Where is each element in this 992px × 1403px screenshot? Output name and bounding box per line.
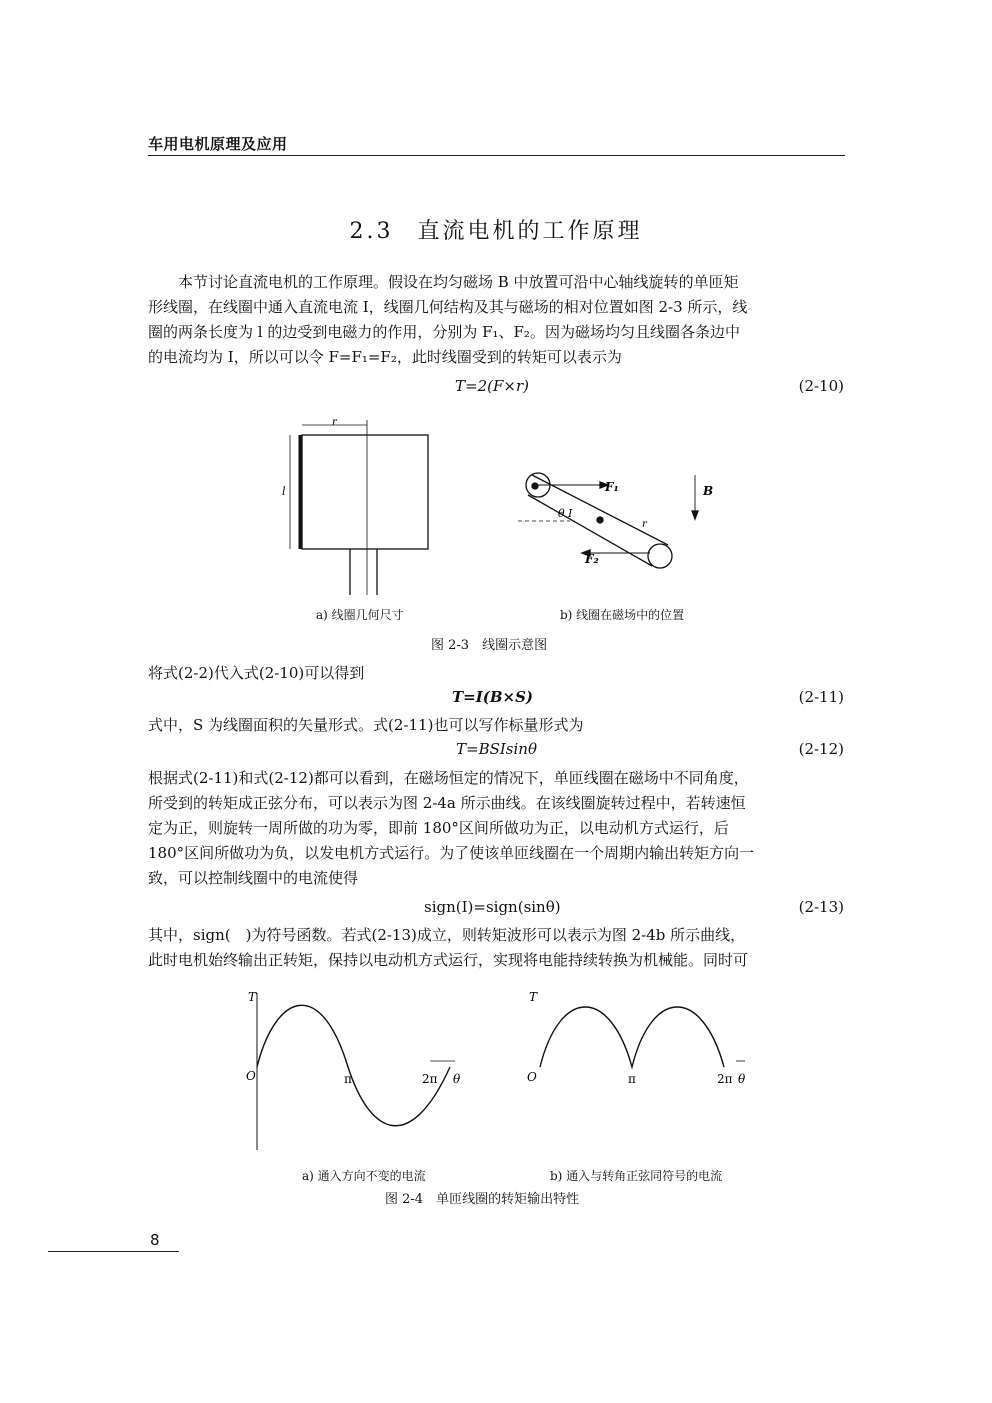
figure-2-3b-label: b) 线圈在磁场中的位置 bbox=[560, 608, 685, 622]
equation-2-13-number: (2-13) bbox=[798, 898, 844, 916]
page-number: 8 bbox=[150, 1231, 160, 1249]
radius-label-a: r bbox=[332, 417, 337, 428]
para2-line5: 致，可以控制线圈中的电流使得 bbox=[148, 869, 359, 887]
para1-line2: 形线圈，在线圈中通入直流电流 I，线圈几何结构及其与磁场的相对位置如图 2-3 所示，线 bbox=[148, 298, 748, 316]
para2-line1: 根据式(2-11)和式(2-12)都可以看到，在磁场恒定的情况下，单匝线圈在磁场中不同角度， bbox=[148, 769, 749, 787]
figure-2-4b-label: b) 通入与转角正弦同符号的电流 bbox=[550, 1169, 723, 1183]
torque-curve-sine bbox=[257, 1005, 450, 1125]
axis-T-label-a: T bbox=[248, 990, 257, 1004]
origin-label-b: O bbox=[527, 1070, 537, 1084]
para2-line3: 定为正，则旋转一周所做的功为零，即前 180°区间所做功为正，以电动机方式运行，后 bbox=[148, 819, 729, 837]
tick-2pi-b: 2π bbox=[717, 1072, 733, 1086]
para1-line4: 的电流均为 I，所以可以令 F=F₁=F₂，此时线圈受到的转矩可以表示为 bbox=[148, 348, 622, 366]
running-header: 车用电机原理及应用 bbox=[148, 135, 288, 153]
equation-2-10: T=2(F×r) bbox=[455, 377, 529, 395]
axis-theta-label-b: θ bbox=[738, 1072, 746, 1086]
equation-2-11: T=I(B×S) bbox=[452, 688, 534, 706]
para1-line3: 圈的两条长度为 l 的边受到电磁力的作用，分别为 F₁、F₂。因为磁场均匀且线圈各条边中 bbox=[148, 323, 740, 341]
equation-2-13: sign(I)=sign(sinθ) bbox=[424, 898, 561, 916]
para3-line1: 其中，sign( )为符号函数。若式(2-13)成立，则转矩波形可以表示为图 2-4b 所示曲线， bbox=[148, 926, 746, 944]
equation-2-12-number: (2-12) bbox=[798, 740, 844, 758]
para2-line2: 所受到的转矩成正弦分布，可以表示为图 2-4a 所示曲线。在该线圈旋转过程中，若转速恒 bbox=[148, 794, 746, 812]
para2-line4: 180°区间所做功为负，以发电机方式运行。为了使该单匝线圈在一个周期内输出转矩方向一 bbox=[148, 844, 755, 862]
angle-theta-label: θ bbox=[558, 507, 565, 520]
text-after-eq11: 式中，S 为线圈面积的矢量形式。式(2-11)也可以写作标量形式为 bbox=[148, 716, 584, 734]
figure-2-3-drawing bbox=[270, 415, 730, 615]
figure-2-4a-label: a) 通入方向不变的电流 bbox=[302, 1169, 426, 1183]
torque-curve-rectified bbox=[540, 1007, 724, 1067]
length-label: l bbox=[282, 485, 286, 498]
axis-T-label-b: T bbox=[529, 990, 538, 1004]
header-rule bbox=[148, 155, 845, 156]
text-after-fig23: 将式(2-2)代入式(2-10)可以得到 bbox=[148, 664, 365, 682]
figure-2-4-caption: 图 2-4 单匝线圈的转矩输出特性 bbox=[385, 1192, 580, 1207]
para3-line2: 此时电机始终输出正转矩，保持以电动机方式运行，实现将电能持续转换为机械能。同时可 bbox=[148, 951, 749, 969]
force-F1-label: F₁ bbox=[605, 480, 619, 494]
section-heading bbox=[0, 214, 992, 245]
tick-pi-b: π bbox=[628, 1072, 636, 1086]
origin-label-a: O bbox=[246, 1069, 256, 1083]
radius-label-b: r bbox=[642, 519, 647, 530]
coil-geometry-diagram bbox=[290, 420, 428, 595]
figure-2-3a-label: a) 线圈几何尺寸 bbox=[316, 608, 404, 622]
figure-2-3-caption: 图 2-3 线圈示意图 bbox=[431, 638, 548, 653]
tick-pi-a: π bbox=[344, 1072, 352, 1086]
torque-plot-b bbox=[540, 1007, 745, 1067]
equation-2-10-number: (2-10) bbox=[798, 377, 844, 395]
para1-line1: 本节讨论直流电机的工作原理。假设在均匀磁场 B 中放置可沿中心轴线旋转的单匝矩 bbox=[178, 273, 739, 291]
equation-2-11-number: (2-11) bbox=[798, 688, 844, 706]
footer-rule bbox=[48, 1251, 179, 1252]
axis-theta-label-a: θ bbox=[453, 1072, 461, 1086]
field-B-label: B bbox=[703, 484, 714, 498]
equation-2-12: T=BSIsinθ bbox=[456, 740, 537, 758]
force-F2-label: F₂ bbox=[585, 552, 599, 566]
section-number: 2.3 bbox=[349, 219, 394, 244]
current-I-label: I bbox=[568, 507, 573, 520]
figure-2-4-plots bbox=[240, 985, 760, 1165]
tick-2pi-a: 2π bbox=[422, 1072, 438, 1086]
section-title: 直流电机的工作原理 bbox=[417, 219, 643, 244]
